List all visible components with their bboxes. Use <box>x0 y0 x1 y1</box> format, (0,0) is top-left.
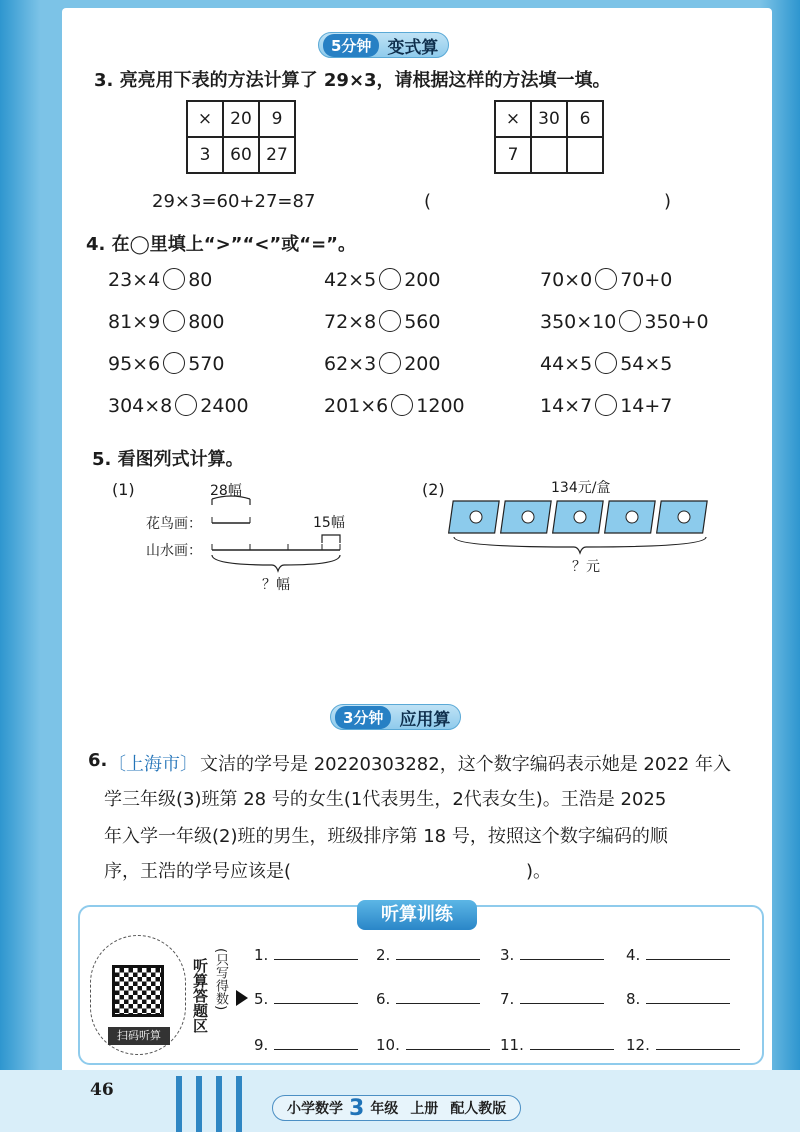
q5-p1-right: 15幅 <box>313 515 345 531</box>
left-expr: 350×10 <box>540 311 617 333</box>
right-expr: 54×5 <box>620 353 673 375</box>
q6-line-3: 年入学一年级(2)班的男生，班级排序第 18 号，按照这个数字编码的顺 <box>104 826 668 847</box>
cell: × <box>495 101 531 137</box>
q3-table-2 <box>494 100 604 174</box>
answer-cell[interactable] <box>567 137 603 173</box>
comparison-item <box>540 394 672 417</box>
answer-number: 10. <box>376 1036 400 1054</box>
left-expr: 62×3 <box>324 353 377 375</box>
qr-label: 扫码听算 <box>108 1027 170 1045</box>
listening-title: 听算训练 <box>357 900 477 930</box>
answer-circle[interactable] <box>595 352 617 374</box>
paren-open: ( <box>424 191 432 212</box>
left-expr: 304×8 <box>108 395 173 417</box>
answer-item <box>500 1036 614 1054</box>
answer-circle[interactable] <box>595 394 617 416</box>
answer-item <box>626 946 730 964</box>
right-expr: 1200 <box>416 395 465 417</box>
answer-number: 9. <box>254 1036 269 1054</box>
cell: 20 <box>223 101 259 137</box>
right-expr: 200 <box>404 269 441 291</box>
answer-number: 11. <box>500 1036 524 1054</box>
answer-blank[interactable] <box>396 1003 480 1004</box>
answer-circle[interactable] <box>619 310 641 332</box>
answer-item <box>626 990 730 1008</box>
answer-circle[interactable] <box>163 268 185 290</box>
footer-edition: 配人教版 <box>450 1101 507 1117</box>
answer-blank[interactable] <box>520 1003 604 1004</box>
answer-item <box>254 946 358 964</box>
cell: 9 <box>259 101 295 137</box>
book-footer <box>272 1095 521 1121</box>
section-variant <box>318 32 449 58</box>
left-expr: 72×8 <box>324 311 377 333</box>
q5-p2-label: (2) <box>422 480 445 499</box>
left-expr: 70×0 <box>540 269 593 291</box>
spine-mark <box>196 1076 202 1132</box>
qr-code-icon[interactable] <box>112 965 164 1017</box>
answer-circle[interactable] <box>391 394 413 416</box>
answer-item <box>626 1036 740 1054</box>
cell: × <box>187 101 223 137</box>
section-label: 变式算 <box>387 37 439 58</box>
answer-circle[interactable] <box>175 394 197 416</box>
left-expr: 14×7 <box>540 395 593 417</box>
cell: 60 <box>223 137 259 173</box>
q5-p2-boxes-diagram <box>448 495 718 557</box>
right-expr: 350+0 <box>644 311 709 333</box>
left-expr: 42×5 <box>324 269 377 291</box>
answer-area-note: (只写得数) <box>213 948 228 1011</box>
right-expr: 80 <box>188 269 213 291</box>
answer-circle[interactable] <box>163 310 185 332</box>
answer-item <box>500 990 604 1008</box>
answer-number: 1. <box>254 946 269 964</box>
q5-title: 5. 看图列式计算。 <box>92 449 244 470</box>
comparison-item <box>324 310 440 333</box>
left-expr: 81×9 <box>108 311 161 333</box>
cell: 7 <box>495 137 531 173</box>
answer-number: 2. <box>376 946 391 964</box>
q6-end: )。 <box>526 861 552 882</box>
answer-number: 5. <box>254 990 269 1008</box>
q5-p1-bottom: ？幅 <box>262 577 290 593</box>
comparison-item <box>324 268 440 291</box>
answer-circle[interactable] <box>379 268 401 290</box>
q5-p1-row2: 山水画： <box>146 543 202 559</box>
footer-subject: 小学数学 <box>287 1101 343 1117</box>
answer-item <box>254 1036 358 1054</box>
answer-blank[interactable] <box>646 1003 730 1004</box>
q3-table-1 <box>186 100 296 174</box>
answer-blank[interactable] <box>274 959 358 960</box>
comparison-item <box>540 352 672 375</box>
answer-blank[interactable] <box>530 1049 614 1050</box>
q4-title: 4. 在◯里填上“>”“<”或“=”。 <box>86 234 356 255</box>
answer-number: 4. <box>626 946 641 964</box>
q5-p2-bottom: ？元 <box>572 559 600 575</box>
spine-mark <box>176 1076 182 1132</box>
answer-circle[interactable] <box>379 352 401 374</box>
comparison-item <box>108 394 249 417</box>
q5-p2-top: 134元/盒 <box>551 480 611 496</box>
answer-number: 12. <box>626 1036 650 1054</box>
comparison-item <box>540 310 709 333</box>
comparison-item <box>108 310 224 333</box>
section-time: 3分钟 <box>335 706 391 729</box>
right-expr: 14+7 <box>620 395 673 417</box>
answer-cell[interactable] <box>531 137 567 173</box>
answer-blank[interactable] <box>274 1049 358 1050</box>
q5-p1-top: 28幅 <box>210 483 242 499</box>
answer-blank[interactable] <box>406 1049 490 1050</box>
section-label: 应用算 <box>399 709 451 730</box>
answer-number: 6. <box>376 990 391 1008</box>
arrow-right-icon <box>236 990 248 1006</box>
comparison-item <box>324 394 465 417</box>
cell: 30 <box>531 101 567 137</box>
left-expr: 44×5 <box>540 353 593 375</box>
comparison-item <box>108 352 224 375</box>
comparison-item <box>324 352 440 375</box>
q6-line-4: 序，王浩的学号应该是( <box>104 861 292 882</box>
answer-item <box>376 946 480 964</box>
comparison-item <box>108 268 212 291</box>
answer-item <box>254 990 358 1008</box>
answer-circle[interactable] <box>163 352 185 374</box>
answer-number: 7. <box>500 990 515 1008</box>
footer-term: 上册 <box>410 1101 439 1117</box>
page-number: 46 <box>90 1080 114 1100</box>
q5-p1-row1: 花鸟画： <box>146 516 202 532</box>
section-applied <box>330 704 461 730</box>
answer-area-label: 听算答题区 <box>191 958 209 1033</box>
q6-line-2: 学三年级(3)班第 28 号的女生(1代表男生，2代表女生)。王浩是 2025 <box>104 789 667 810</box>
q3-text: 3. 亮亮用下表的方法计算了 29×3，请根据这样的方法填一填。 <box>94 70 611 91</box>
right-expr: 560 <box>404 311 441 333</box>
right-expr: 570 <box>188 353 225 375</box>
answer-item <box>376 990 480 1008</box>
right-expr: 800 <box>188 311 225 333</box>
q6-line-1: 文洁的学号是 20220303282，这个数字编码表示她是 2022 年入 <box>200 754 731 775</box>
answer-blank[interactable] <box>396 959 480 960</box>
right-expr: 2400 <box>200 395 249 417</box>
q6-number: 6. <box>88 750 108 771</box>
answer-item <box>376 1036 490 1054</box>
answer-circle[interactable] <box>379 310 401 332</box>
paren-close: ) <box>664 191 672 212</box>
section-time: 5分钟 <box>323 34 379 57</box>
left-expr: 95×6 <box>108 353 161 375</box>
spine-mark <box>236 1076 242 1132</box>
answer-blank[interactable] <box>274 1003 358 1004</box>
q5-p1-line-diagram <box>200 495 360 575</box>
cell: 3 <box>187 137 223 173</box>
answer-item <box>500 946 604 964</box>
right-expr: 200 <box>404 353 441 375</box>
q5-p1-label: (1) <box>112 480 135 499</box>
left-expr: 23×4 <box>108 269 161 291</box>
answer-blank[interactable] <box>520 959 604 960</box>
answer-number: 3. <box>500 946 515 964</box>
cell: 6 <box>567 101 603 137</box>
spine-mark <box>216 1076 222 1132</box>
footer-grade: 3 <box>349 1095 365 1121</box>
cell: 27 <box>259 137 295 173</box>
answer-number: 8. <box>626 990 641 1008</box>
q3-equation: 29×3=60+27=87 <box>152 191 316 212</box>
left-expr: 201×6 <box>324 395 389 417</box>
right-expr: 70+0 <box>620 269 673 291</box>
q6-region-tag: 〔上海市〕 <box>108 754 198 775</box>
answer-blank[interactable] <box>656 1049 740 1050</box>
answer-circle[interactable] <box>595 268 617 290</box>
footer-grade-unit: 年级 <box>370 1101 399 1117</box>
answer-blank[interactable] <box>646 959 730 960</box>
q6-tag-text: 上海市 <box>126 754 180 775</box>
comparison-item <box>540 268 672 291</box>
